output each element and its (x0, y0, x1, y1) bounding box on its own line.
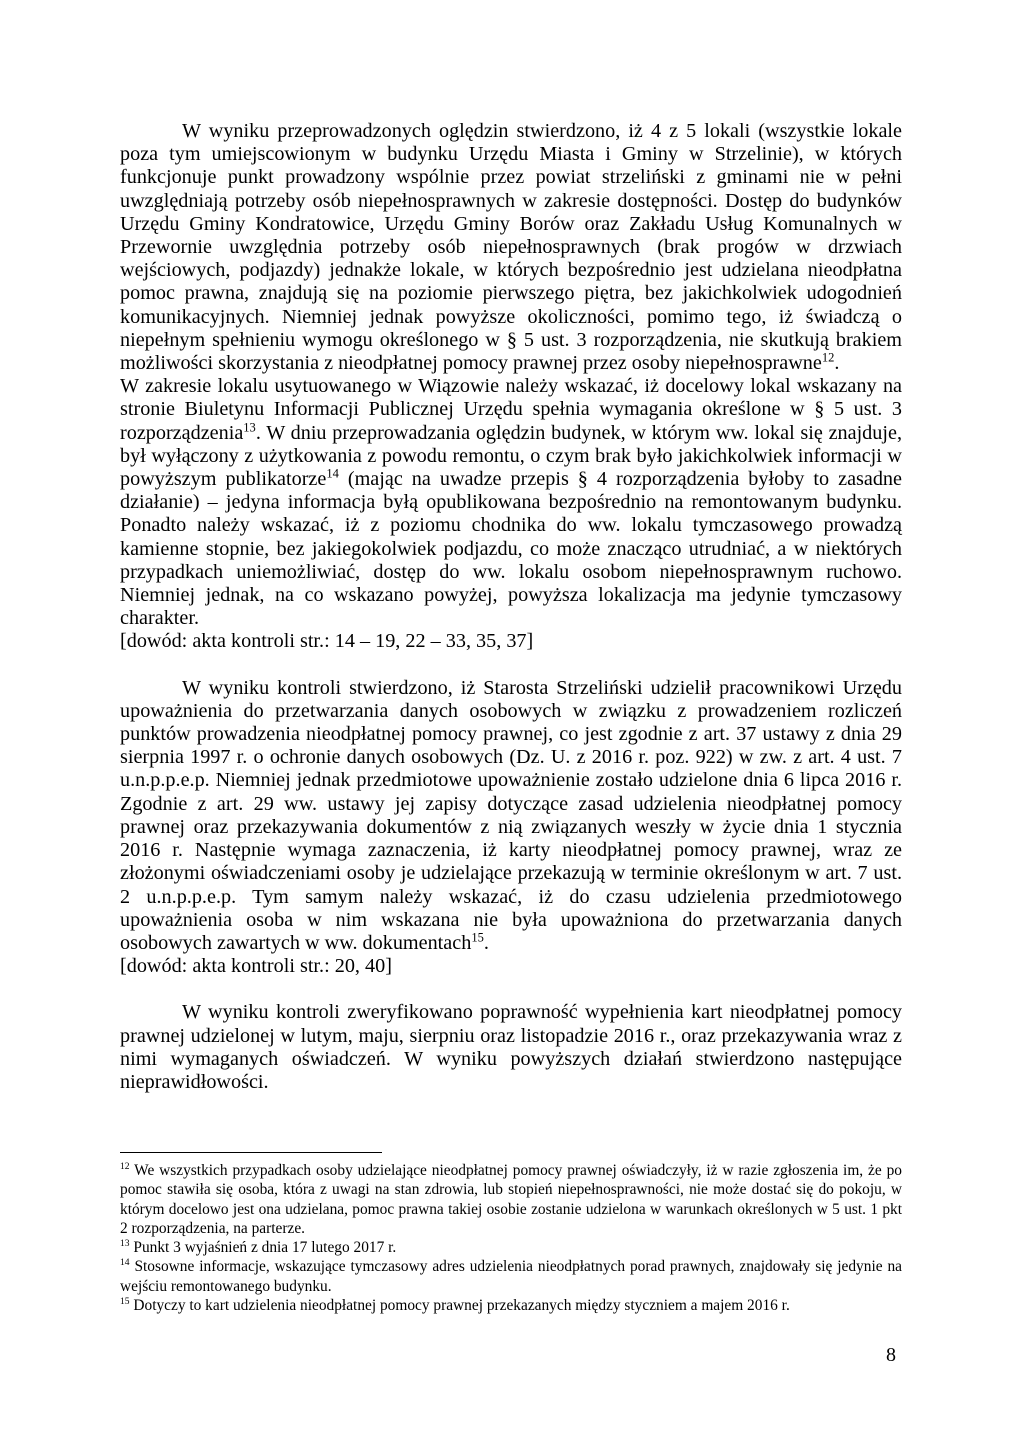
paragraph-text: . W dniu przeprowadzania oględzin budynek, w którym ww. lokal się znajduje, był wyłączony z użytkowania z powodu remontu, o czym brak było jakichkolwiek informacji w powyższym publikatorze (120, 421, 902, 491)
footnote-15 (120, 1296, 902, 1315)
paragraph-data-processing-authorization (120, 677, 902, 955)
paragraph-spacer (120, 978, 902, 1001)
footnote-text: We wszystkich przypadkach osoby udzielające nieodpłatnej pomocy prawnej oświadczyły, iż w razie zgłoszenia im, że po pomoc stawiła się osoba, która z uwagi na stan zdrowia, lub stopień niepełnosprawności, nie może dostać się do pokoju, w którym docelowo jest ona udzielana, pomoc prawna takiej osobie zostanie udzielona w warunkach określonych w 5 ust. 1 pkt 2 rozporządzenia, na parterze. (120, 1162, 902, 1237)
footnotes (120, 1161, 902, 1315)
footnote-number: 13 (120, 1238, 130, 1250)
footnote-reference-13: 13 (243, 419, 256, 434)
paragraph-accessibility-findings (120, 120, 902, 375)
paragraph-wiazow-premises (120, 375, 902, 630)
paragraph-text: W wyniku przeprowadzonych oględzin stwierdzono, iż 4 z 5 lokali (wszystkie lokale poza tym umiejscowionym w budynku Urzędu Miasta i Gminy w Strzelinie), w których funkcjonuje punkt prowadzony wspólnie przez powiat strzeliński z gminami nie w pełni uwzględniają potrzeby osób niepełnosprawnych w zakresie dostępności. Dostęp do budynków Urzędu Gminy Kondratowice, Urzędu Gminy Borów oraz Zakładu Usług Komunalnych w Przewornie uwzględnia potrzeby osób niepełnosprawnych (brak progów w drzwiach wejściowych, podjazdy) jednakże lokale, w których bezpośrednio jest udzielana nieodpłatna pomoc prawna, znajdują się na poziomie pierwszego piętra, bez jakichkolwiek udogodnień komunikacyjnych. Niemniej jednak powyższe okoliczności, pomimo tego, iż świadczą o niepełnym spełnieniu wymogu określonego w § 5 ust. 3 rozporządzenia, nie skutkują brakiem możliwości skorzystania z nieodpłatnej pomocy prawnej przez osoby niepełnosprawne (120, 120, 902, 375)
evidence-reference: [dowód: akta kontroli str.: 14 – 19, 22 – 33, 35, 37] (120, 630, 534, 653)
footnote-text: Stosowne informacje, wskazujące tymczasowy adres udzielenia nieodpłatnych porad prawnych, znajdowały się jedynie na wejściu remontowanego budynku. (120, 1258, 902, 1295)
footnote-number: 12 (120, 1160, 130, 1172)
footnote-text: Punkt 3 wyjaśnień z dnia 17 lutego 2017 r. (129, 1239, 397, 1257)
paragraph-spacer (120, 654, 902, 677)
paragraph-card-verification: W wyniku kontroli zweryfikowano poprawność wypełnienia kart nieodpłatnej pomocy prawnej udzielonej w lutym, maju, sierpniu oraz listopadzie 2016 r., oraz przekazywania wraz z nimi wymaganych oświadczeń. W wyniku powyższych działań stwierdzono następujące nieprawidłowości. (120, 1001, 902, 1093)
paragraph-text: (mając na uwadze przepis § 4 rozporządzenia byłoby to zasadne działanie) – jedyna informacja byłą opublikowana bezpośrednio na remontowanym budynku. Ponadto należy wskazać, iż z poziomu chodnika do ww. lokalu tymczasowego prowadzą kamienne stopnie, bez jakiegokolwiek podjazdu, co może znacząco utrudniać, a w niektórych przypadkach uniemożliwiać, dostęp do ww. lokalu osobom niepełnosprawnym ruchowo. Niemniej jednak, na co wskazano powyżej, powyższa lokalizacja ma jedynie tymczasowy charakter. (120, 468, 902, 630)
footnote-reference-15: 15 (471, 930, 484, 945)
paragraph-text: . (834, 352, 840, 375)
paragraph-text: W zakresie lokalu usytuowanego w Wiązowie należy wskazać, iż docelowy lokal wskazany na stronie Biuletynu Informacji Publicznej Urzędu spełnia wymagania określone w § 5 ust. 3 rozporządzenia (120, 375, 902, 444)
footnote-separator (120, 1152, 382, 1153)
evidence-reference: [dowód: akta kontroli str.: 20, 40] (120, 955, 392, 978)
footnote-13 (120, 1238, 902, 1257)
footnote-12 (120, 1161, 902, 1238)
footnote-number: 15 (120, 1295, 130, 1307)
document-body (120, 120, 902, 1094)
footnote-14 (120, 1257, 902, 1296)
footnote-reference-12: 12 (821, 350, 835, 365)
footnote-number: 14 (120, 1257, 130, 1269)
footnote-text: Dotyczy to kart udzielenia nieodpłatnej pomocy prawnej przekazanych między styczniem a majem 2016 r. (129, 1297, 790, 1315)
paragraph-text: . (483, 931, 489, 954)
page-number: 8 (886, 1344, 896, 1366)
footnote-reference-14: 14 (326, 466, 339, 481)
paragraph-text: W wyniku kontroli stwierdzono, iż Starosta Strzeliński udzielił pracownikowi Urzędu upoważnienia do przetwarzania danych osobowych w związku z prowadzeniem rozliczeń punktów prowadzenia nieodpłatnej pomocy prawnej, co jest zgodnie z art. 37 ustawy z dnia 29 sierpnia 1997 r. o ochronie danych osobowych (Dz. U. z 2016 r. poz. 922) w zw. z art. 4 ust. 7 u.n.p.p.e.p. Niemniej jednak przedmiotowe upoważnienie zostało udzielone dnia 6 lipca 2016 r. Zgodnie z art. 29 ww. ustawy jej zapisy dotyczące zasad udzielenia nieodpłatnej pomocy prawnej oraz przekazywania dokumentów z nią związanych weszły w życie dnia 1 stycznia 2016 r. Następnie wymaga zaznaczenia, iż karty nieodpłatnej pomocy prawnej, wraz ze złożonymi oświadczeniami osoby je udzielające przekazują w terminie określonym w art. 7 ust. 2 u.n.p.p.e.p. Tym samym należy wskazać, iż do czasu udzielenia przedmiotowego upoważnienia osoba w nim wskazana nie była upoważniona do przetwarzania danych osobowych zawartych w ww. dokumentach (120, 676, 902, 954)
